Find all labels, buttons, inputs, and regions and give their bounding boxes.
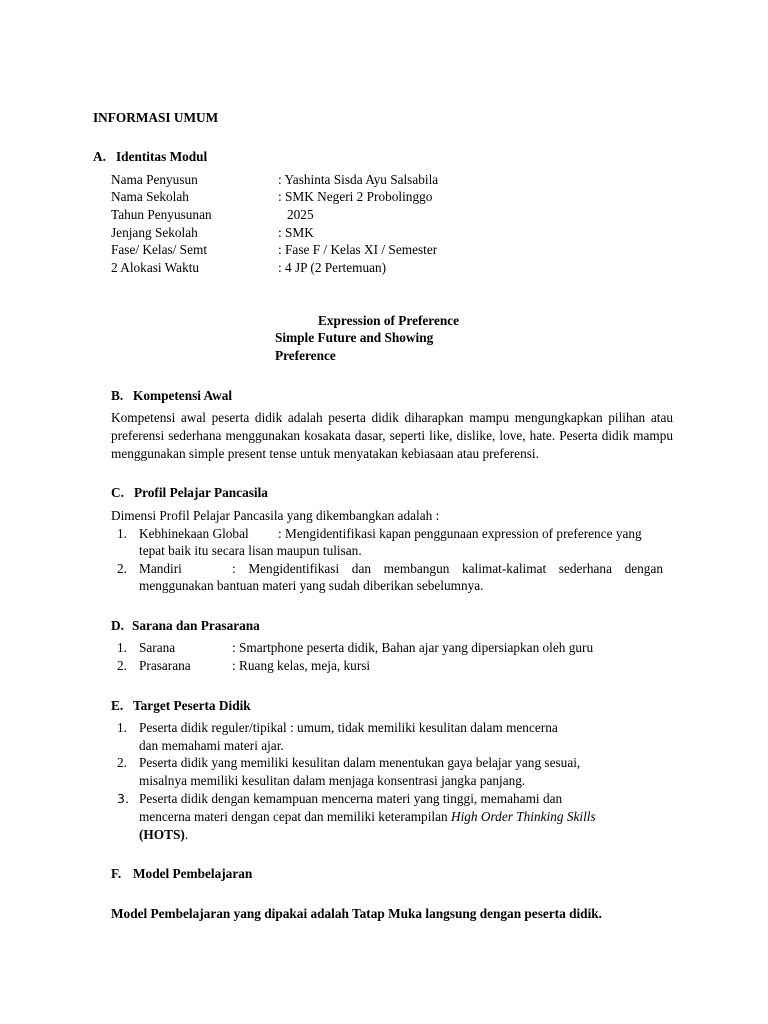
profil-desc-cont: menggunakan bantuan materi yang sudah diberikan sebelumnya. [139, 578, 484, 593]
target-item-cont: misalnya memiliki kesulitan dalam menjaga konsentrasi jangka panjang. [139, 773, 526, 788]
list-number: 1. [117, 640, 127, 655]
list-number: 2. [117, 755, 127, 770]
model-pembelajaran-text: Model Pembelajaran yang dipakai adalah Tatap Muka langsung dengan peserta didik. [111, 906, 602, 921]
kompetensi-awal-paragraph: Kompetensi awal peserta didik adalah peserta didik diharapkan mampu mengungkapkan pilihan atau preferensi sederhana menggunakan kosakata dasar, seperti like, dislike, love, hate. Peserta didik mampu menggunakan simple present tense untuk menyatakan kebiasaan atau preferensi. [111, 410, 673, 461]
section-f-title: Model Pembelajaran [133, 866, 253, 881]
identity-label: Tahun Penyusunan [111, 207, 212, 222]
identity-value: : 4 JP (2 Pertemuan) [278, 260, 387, 275]
topic-title: Expression of Preference [318, 313, 460, 328]
section-b-marker: B. [111, 388, 124, 403]
section-a-marker: A. [93, 149, 106, 164]
section-f-marker: F. [111, 866, 122, 881]
section-c-title: Profil Pelajar Pancasila [134, 485, 268, 500]
target-item-text: mencerna materi dengan cepat dan memiliki keterampilan [139, 809, 448, 824]
identity-value: 2025 [287, 207, 314, 222]
section-a-title: Identitas Modul [116, 149, 208, 164]
hots-abbrev: (HOTS) [139, 827, 185, 842]
period: . [184, 827, 189, 842]
profil-label: Mandiri [139, 561, 182, 576]
list-number: 2. [117, 561, 127, 576]
topic-subtitle-cont: Preference [275, 348, 336, 363]
list-number: 1. [117, 720, 127, 735]
identity-label: Fase/ Kelas/ Semt [111, 242, 208, 257]
profil-desc-cont: tepat baik itu secara lisan maupun tulisan. [139, 543, 362, 558]
identity-label: Nama Sekolah [111, 189, 189, 204]
target-item-cont: dan memahami materi ajar. [139, 738, 284, 753]
identity-value: : Fase F / Kelas XI / Semester [278, 242, 438, 257]
profil-label: Kebhinekaan Global [139, 526, 249, 541]
identity-value: : Yashinta Sisda Ayu Salsabila [278, 172, 439, 187]
topic-subtitle: Simple Future and Showing [275, 330, 434, 345]
section-d-marker: D. [111, 618, 124, 633]
hots-italic: High Order Thinking Skills [450, 809, 596, 824]
list-number: 2. [117, 658, 127, 673]
sarana-value: : Ruang kelas, meja, kursi [232, 658, 371, 673]
target-item: Peserta didik reguler/tipikal : umum, tidak memiliki kesulitan dalam mencerna [139, 720, 558, 735]
sarana-label: Prasarana [139, 658, 191, 673]
profil-desc: : Mengidentifikasi dan membangun kalimat-kalimat sederhana dengan [232, 561, 663, 576]
target-item-cont [139, 808, 596, 825]
document-heading: INFORMASI UMUM [93, 110, 219, 125]
sarana-value: : Smartphone peserta didik, Bahan ajar yang dipersiapkan oleh guru [232, 640, 594, 655]
section-c-marker: C. [111, 485, 124, 500]
profil-intro: Dimensi Profil Pelajar Pancasila yang dikembangkan adalah : [111, 508, 440, 523]
target-item: Peserta didik dengan kemampuan mencerna materi yang tinggi, memahami dan [139, 791, 563, 806]
section-d-title: Sarana dan Prasarana [132, 618, 260, 633]
section-e-title: Target Peserta Didik [133, 698, 251, 713]
target-item-cont [139, 826, 188, 843]
section-b-title: Kompetensi Awal [133, 388, 233, 403]
list-number: 3. [117, 791, 129, 806]
section-e-marker: E. [111, 698, 124, 713]
list-number: 1. [117, 526, 127, 541]
identity-value: : SMK [278, 225, 314, 240]
target-item: Peserta didik yang memiliki kesulitan dalam menentukan gaya belajar yang sesuai, [139, 755, 581, 770]
profil-desc: : Mengidentifikasi kapan penggunaan expression of preference yang [278, 526, 642, 541]
identity-value: : SMK Negeri 2 Probolinggo [278, 189, 433, 204]
identity-label: 2 Alokasi Waktu [111, 260, 200, 275]
identity-label: Nama Penyusun [111, 172, 198, 187]
sarana-label: Sarana [139, 640, 176, 655]
identity-label: Jenjang Sekolah [111, 225, 198, 240]
